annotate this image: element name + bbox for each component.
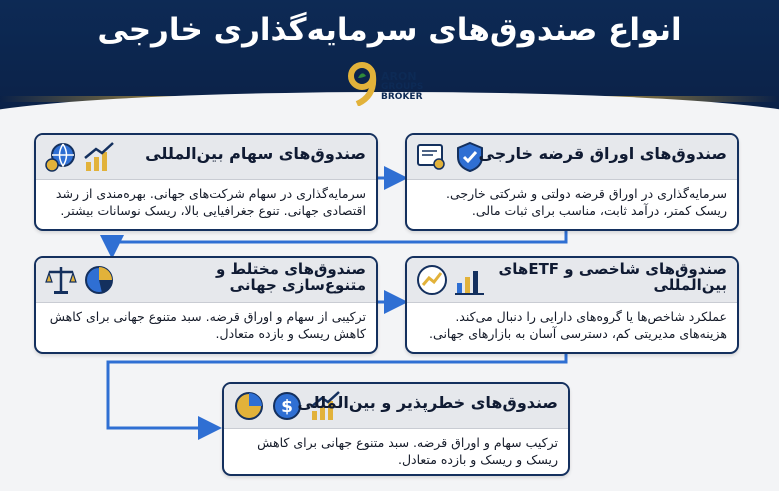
card-mixed-global-funds[interactable] — [34, 256, 378, 354]
card-header — [224, 384, 568, 429]
card-index-etf-funds[interactable] — [405, 256, 739, 354]
coins-globe-icon — [44, 140, 78, 174]
page-title: انواع صندوق‌های سرمایه‌گذاری خارجی — [97, 12, 682, 48]
card-description: سرمایه‌گذاری در سهام شرکت‌های جهانی. بهره‌مندی از رشد اقتصادی جهانی. تنوع جغرافیایی بالا، ریسک نوسانات بیشتر. — [55, 186, 366, 218]
growth-chart-icon — [82, 140, 116, 174]
bar-chart-icon — [453, 263, 487, 297]
pie-chart-icon — [82, 263, 116, 297]
card-icons — [44, 263, 116, 297]
card-foreign-bond-funds[interactable] — [405, 133, 739, 231]
logo-line-1: ARON — [381, 70, 417, 83]
card-icons — [44, 140, 116, 174]
card-description: عملکرد شاخص‌ها یا گروه‌های دارایی را دنبال می‌کند. هزینه‌های مدیریتی کم، دسترسی آسان به بازارهای جهانی. — [429, 309, 727, 341]
card-header — [407, 258, 737, 303]
card-description: سرمایه‌گذاری در اوراق قرضه دولتی و شرکتی خارجی. ریسک کمتر، درآمد ثابت، مناسب برای ثبات مالی. — [445, 186, 727, 218]
card-icons — [415, 263, 487, 297]
logo-line-2: GROUPS — [381, 82, 424, 92]
svg-text:$: $ — [281, 397, 293, 417]
card-title: صندوق‌های مختلط و متنوع‌سازی جهانی — [216, 260, 366, 294]
trend-icon — [415, 263, 449, 297]
card-description: ترکیبی از سهام و اوراق قرضه. سبد متنوع جهانی برای کاهش کاهش ریسک و بازده متعادل. — [49, 309, 366, 341]
card-header — [36, 135, 376, 180]
card-header — [36, 258, 376, 303]
card-title: صندوق‌های خطرپذیر و بین‌المللی — [297, 393, 558, 412]
logo-line-3: BROKER — [381, 92, 423, 102]
card-international-equity-funds[interactable] — [34, 133, 378, 231]
card-title: صندوق‌های اوراق قرضه خارجی — [478, 144, 727, 163]
card-title: صندوق‌های شاخصی و ETFهای بین‌المللی — [498, 260, 727, 294]
card-icons — [415, 140, 487, 174]
card-venture-international-funds[interactable] — [222, 382, 570, 476]
card-title: صندوق‌های سهام بین‌المللی — [145, 144, 366, 163]
pie-chart-icon — [232, 389, 266, 423]
certificate-icon — [415, 140, 449, 174]
balance-scale-icon — [44, 263, 78, 297]
arrow-2 — [112, 230, 566, 253]
card-description: ترکیب سهام و اوراق قرضه. سبد متنوع جهانی برای کاهش ریسک و ریسک و بازده متعادل. — [257, 435, 558, 467]
card-header — [407, 135, 737, 180]
